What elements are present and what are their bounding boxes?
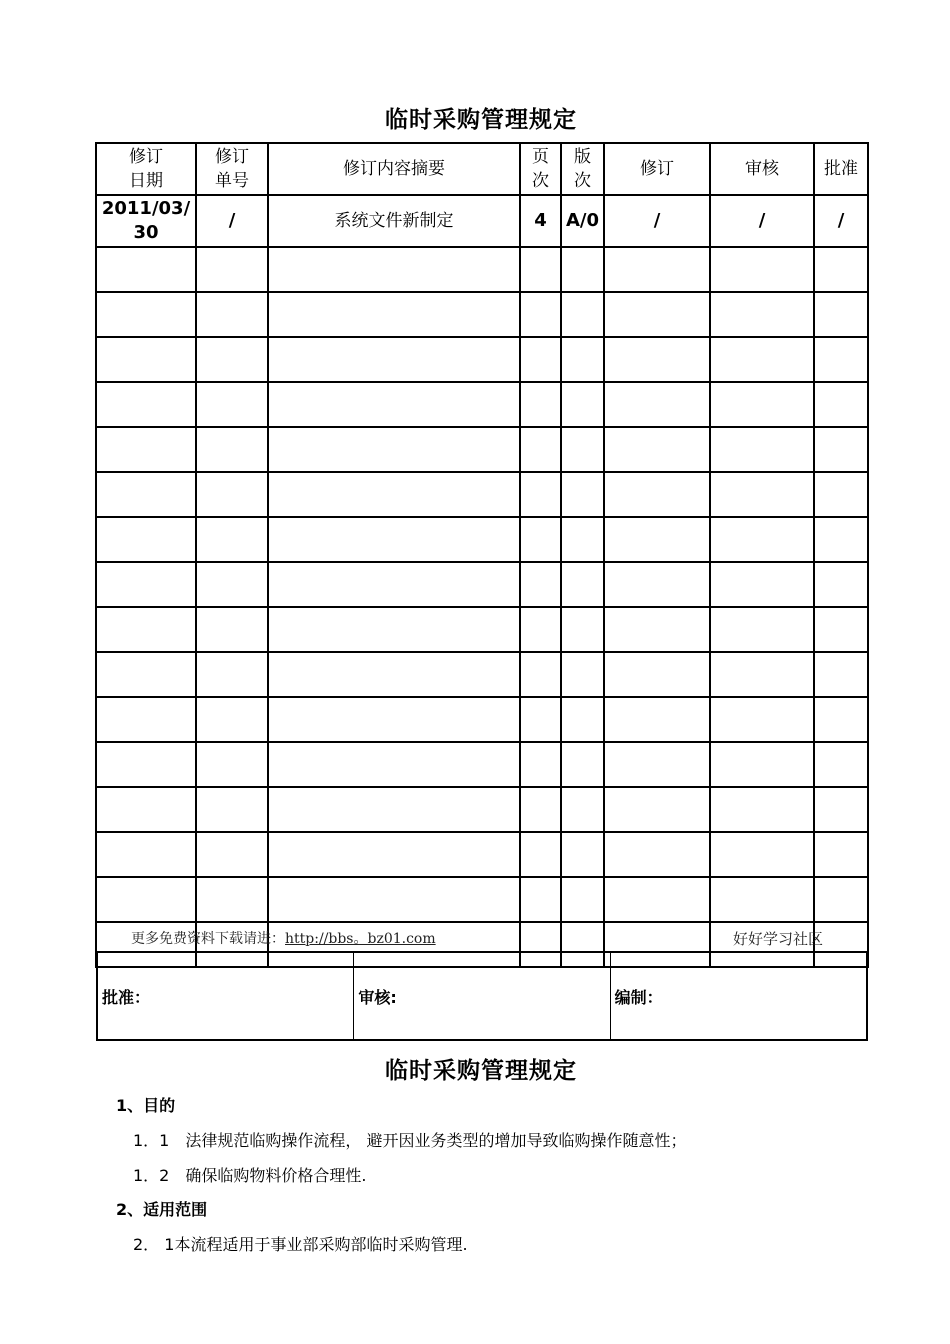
section-heading-scope: 2、适用范围 bbox=[116, 1200, 208, 1219]
sign-compile: 编制： bbox=[614, 987, 663, 1007]
paragraph-1-2: 1．2 确保临购物料价格合理性. bbox=[133, 1166, 367, 1185]
header-revise: 修订 bbox=[604, 143, 710, 195]
table-row bbox=[96, 562, 868, 607]
signature-box bbox=[96, 951, 868, 1041]
header-revision-date: 修订 日期 bbox=[96, 143, 196, 195]
sign-review: 审核: bbox=[354, 953, 610, 1039]
table-row bbox=[96, 337, 868, 382]
header-page: 页 次 bbox=[520, 143, 561, 195]
page-title: 临时采购管理规定 bbox=[385, 106, 577, 133]
paragraph-2-1: 2． 1本流程适用于事业部采购部临时采购管理. bbox=[133, 1235, 468, 1254]
table-row bbox=[96, 382, 868, 427]
table-row bbox=[96, 877, 868, 922]
footer-prefix: 更多免费资料下载请进： bbox=[131, 931, 285, 947]
footer-link[interactable]: http://bbs。bz01.com bbox=[285, 931, 436, 947]
table-row bbox=[96, 247, 868, 292]
section-heading-purpose: 1、目的 bbox=[116, 1096, 176, 1115]
table-row bbox=[96, 195, 868, 247]
cell-order-no: / bbox=[196, 195, 268, 247]
header-review: 审核 bbox=[710, 143, 814, 195]
table-row bbox=[96, 472, 868, 517]
paragraph-1-1: 1．1 法律规范临购操作流程， 避开因业务类型的增加导致临购操作随意性； bbox=[133, 1131, 687, 1150]
header-revision-summary: 修订内容摘要 bbox=[268, 143, 520, 195]
document-title: 临时采购管理规定 bbox=[385, 1057, 577, 1084]
table-row bbox=[96, 742, 868, 787]
cell-summary: 系统文件新制定 bbox=[268, 195, 520, 247]
table-row bbox=[96, 292, 868, 337]
table-row bbox=[96, 832, 868, 877]
revision-table bbox=[95, 142, 869, 968]
cell-page: 4 bbox=[520, 195, 561, 247]
footer-brand: 好好学习社区 bbox=[733, 930, 824, 948]
cell-approve: / bbox=[814, 195, 868, 247]
table-row bbox=[96, 607, 868, 652]
cell-review: / bbox=[710, 195, 814, 247]
footer-note bbox=[131, 928, 436, 948]
cell-date: 2011/03/ 30 bbox=[96, 195, 196, 247]
table-row bbox=[96, 427, 868, 472]
table-row bbox=[96, 697, 868, 742]
table-row bbox=[96, 652, 868, 697]
table-header-row bbox=[96, 143, 868, 195]
header-version: 版 次 bbox=[561, 143, 604, 195]
table-row bbox=[96, 787, 868, 832]
table-row bbox=[96, 517, 868, 562]
cell-revise: / bbox=[604, 195, 710, 247]
header-revision-number: 修订 单号 bbox=[196, 143, 268, 195]
cell-version: A/0 bbox=[561, 195, 604, 247]
header-approve: 批准 bbox=[814, 143, 868, 195]
sign-approve: 批准： bbox=[98, 953, 354, 1039]
